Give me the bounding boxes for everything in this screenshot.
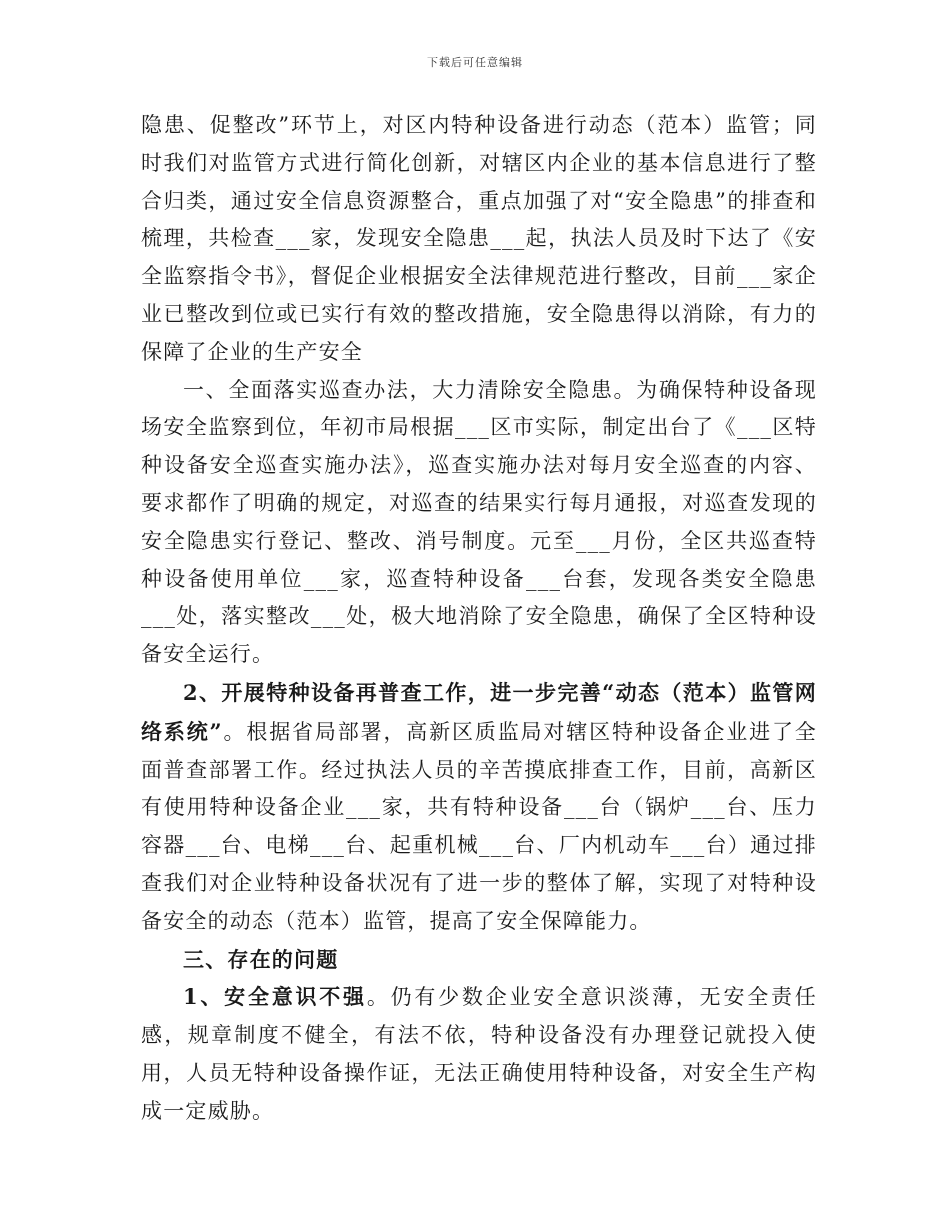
paragraph-5 bbox=[141, 978, 817, 1130]
paragraph-5-heading: 1、安全意识不强 bbox=[183, 984, 367, 1010]
paragraph-2 bbox=[141, 372, 817, 674]
paragraph-1 bbox=[141, 107, 817, 372]
paragraph-2-text: 一、全面落实巡查办法，大力清除安全隐患。为确保特种设备现场安全监察到位，年初市局根据___区市实际，制定出台了《___区特种设备安全巡查实施办法》，巡查实施办法对每月安全巡查的内容、要求都作了明确的规定，对巡查的结果实行每月通报，对巡查发现的安全隐患实行登记、整改、消号制度。元至___月份，全区共巡查特种设备使用单位___家，巡查特种设备___台套，发现各类安全隐患___处，落实整改___处，极大地消除了安全隐患，确保了全区特种设备安全运行。 bbox=[141, 377, 817, 667]
section-heading-text: 三、存在的问题 bbox=[183, 946, 339, 972]
page-header: 下载后可任意编辑 bbox=[427, 56, 523, 69]
paragraph-1-text: 隐患、促整改”环节上，对区内特种设备进行动态（范本）监管；同时我们对监管方式进行简化创新，对辖区内企业的基本信息进行了整合归类，通过安全信息资源整合，重点加强了对“安全隐患”的排查和梳理，共检查___家，发现安全隐患___起，执法人员及时下达了《安全监察指令书》，督促企业根据安全法律规范进行整改，目前___家企业已整改到位或已实行有效的整改措施，安全隐患得以消除，有力的保障了企业的生产安全 bbox=[141, 113, 817, 364]
paragraph-5-text: 。仍有少数企业安全意识淡薄，无安全责任感，规章制度不健全，有法不依，特种设备没有办理登记就投入使用，人员无特种设备操作证，无法正确使用特种设备，对安全生产构成一定威胁。 bbox=[141, 985, 817, 1123]
paragraph-3-text: 。根据省局部署，高新区质监局对辖区特种设备企业进了全面普查部署工作。经过执法人员的辛苦摸底排查工作，目前，高新区有使用特种设备企业___家，共有特种设备___台（锅炉___台、压力容器___台、电梯___台、起重机械___台、厂内机动车___台）通过排查我们对企业特种设备状况有了进一步的整体了解，实现了对特种设备安全的动态（范本）监管，提高了安全保障能力。 bbox=[141, 719, 817, 933]
section-heading-problems bbox=[141, 941, 817, 979]
paragraph-3-heading: 2、开展特种设备再普查工作，进一步完善“动态（范本）监管网络系统” bbox=[141, 679, 817, 744]
document-body bbox=[141, 107, 817, 1131]
paragraph-3 bbox=[141, 674, 817, 941]
